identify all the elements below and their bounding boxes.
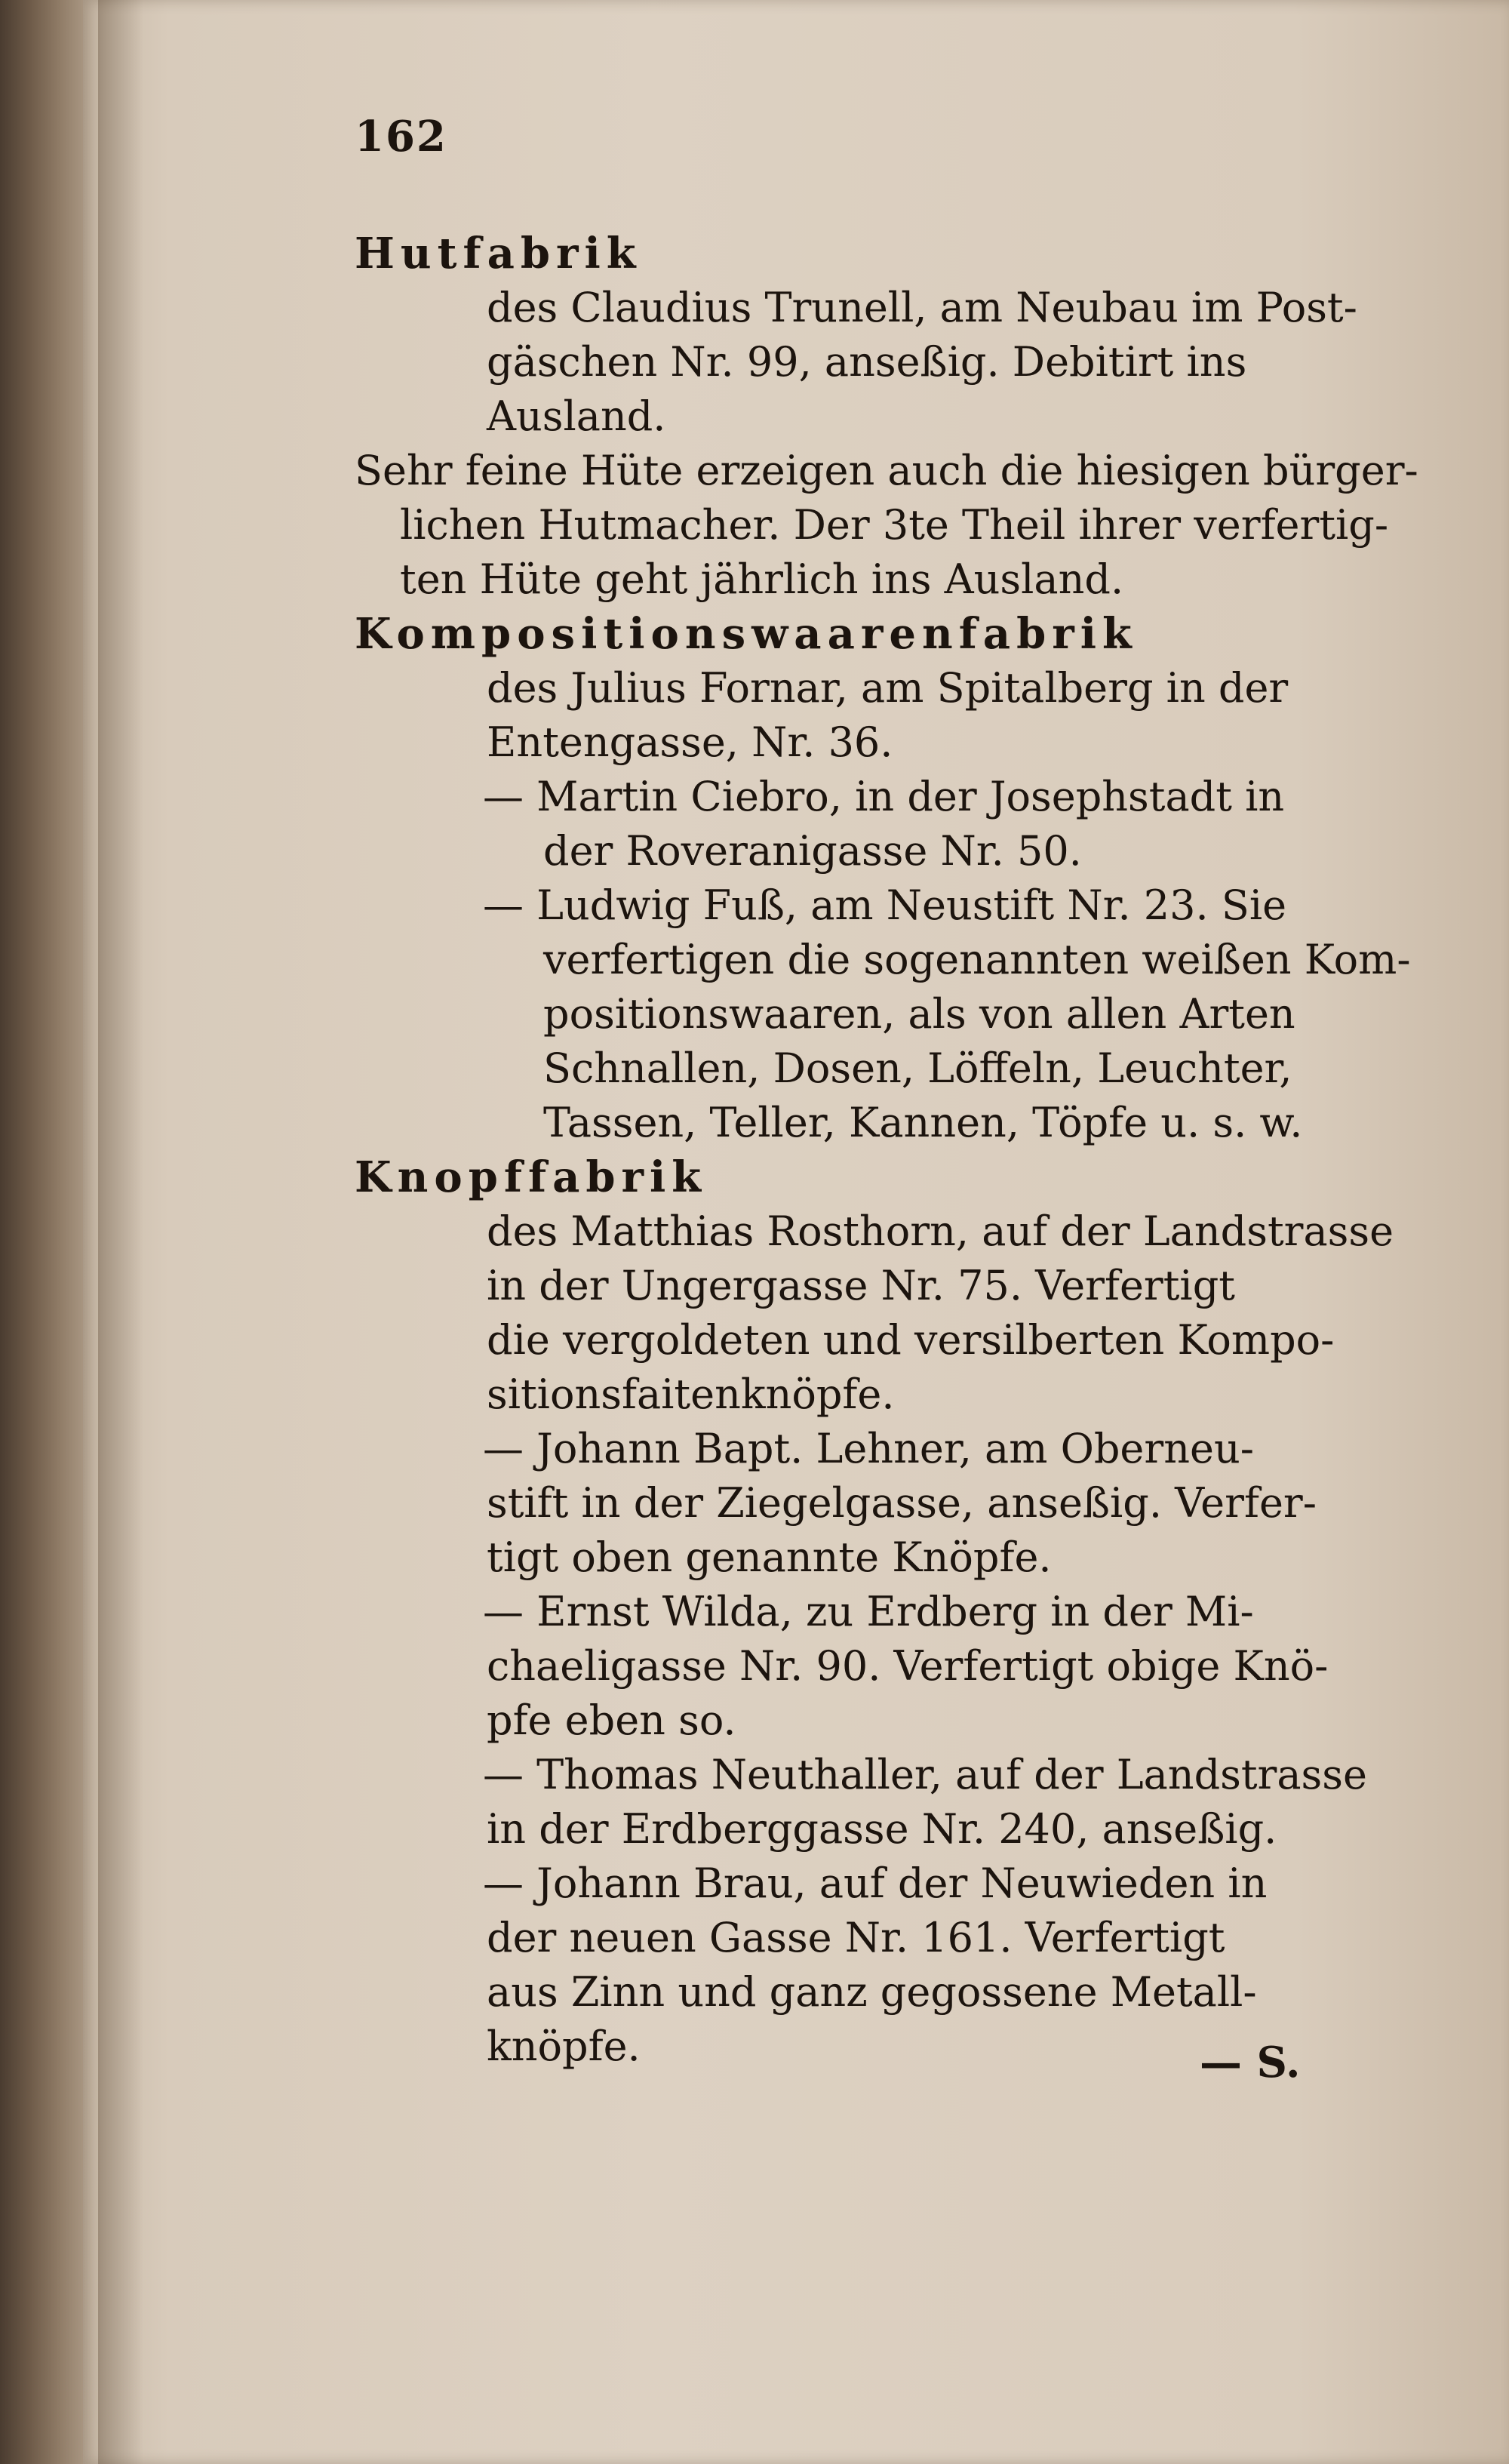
section-heading: Kompositionswaarenfabrik bbox=[355, 609, 1138, 659]
entry-line: chaeligasse Nr. 90. Verfertigt obige Knö- bbox=[487, 1642, 1329, 1690]
entry-line: — Johann Brau, auf der Neuwieden in bbox=[483, 1860, 1268, 1907]
entry-line: des Julius Fornar, am Spitalberg in der bbox=[487, 664, 1289, 712]
signature: — S. bbox=[1200, 2038, 1301, 2087]
entry-line: Ausland. bbox=[487, 392, 666, 440]
entry-line: gäschen Nr. 99, anseßig. Debitirt ins bbox=[487, 338, 1247, 386]
entry-line: pfe eben so. bbox=[487, 1696, 736, 1744]
section-heading: Knopffabrik bbox=[355, 1152, 708, 1202]
entry-line: der neuen Gasse Nr. 161. Verfertigt bbox=[487, 1914, 1225, 1961]
page-text bbox=[355, 226, 1418, 2074]
note-line: ten Hüte geht jährlich ins Ausland. bbox=[400, 555, 1124, 603]
entry-line: verfertigen die sogenannten weißen Kom- bbox=[543, 936, 1411, 983]
entry-line: die vergoldeten und versilberten Kompo- bbox=[487, 1316, 1335, 1364]
entry-line: knöpfe. bbox=[487, 2023, 641, 2070]
entry-line: stift in der Ziegelgasse, anseßig. Verfer- bbox=[487, 1479, 1317, 1527]
entry-line: positionswaaren, als von allen Arten bbox=[543, 990, 1295, 1038]
note-line: Sehr feine Hüte erzeigen auch die hiesigen bürger- bbox=[355, 447, 1418, 494]
section-knopffabrik bbox=[355, 1150, 1403, 2074]
entry-line: — Martin Ciebro, in der Josephstadt in bbox=[483, 773, 1285, 820]
entry-line: tigt oben genannte Knöpfe. bbox=[487, 1533, 1052, 1581]
entry-line: in der Erdberggasse Nr. 240, anseßig. bbox=[487, 1805, 1277, 1853]
entry-line: sitionsfaitenknöpfe. bbox=[487, 1370, 895, 1418]
page-number: 162 bbox=[355, 112, 447, 161]
note-line: lichen Hutmacher. Der 3te Theil ihrer verfertig- bbox=[400, 501, 1389, 549]
entry-line: — Ludwig Fuß, am Neustift Nr. 23. Sie bbox=[483, 881, 1287, 929]
section-kompositionswaarenfabrik bbox=[355, 607, 1411, 1150]
entry-line: — Thomas Neuthaller, auf der Landstrasse bbox=[483, 1751, 1367, 1798]
entry-line: Entengasse, Nr. 36. bbox=[487, 718, 893, 766]
entry-line: des Matthias Rosthorn, auf der Landstrasse bbox=[487, 1207, 1394, 1255]
entry-line: aus Zinn und ganz gegossene Metall- bbox=[487, 1968, 1257, 2016]
entry-line: — Ernst Wilda, zu Erdberg in der Mi- bbox=[483, 1588, 1254, 1635]
page-fold-shadow bbox=[98, 0, 143, 2464]
entry-line: in der Ungergasse Nr. 75. Verfertigt bbox=[487, 1262, 1235, 1309]
entry-line: — Johann Bapt. Lehner, am Oberneu- bbox=[483, 1425, 1254, 1472]
entry-line: der Roveranigasse Nr. 50. bbox=[543, 827, 1082, 875]
entry-line: Schnallen, Dosen, Löffeln, Leuchter, bbox=[543, 1044, 1292, 1092]
section-hutfabrik bbox=[355, 226, 1418, 607]
entry-line: des Claudius Trunell, am Neubau im Post- bbox=[487, 284, 1357, 331]
section-heading: Hutfabrik bbox=[355, 229, 642, 278]
entry-line: Tassen, Teller, Kannen, Töpfe u. s. w. bbox=[543, 1099, 1303, 1146]
